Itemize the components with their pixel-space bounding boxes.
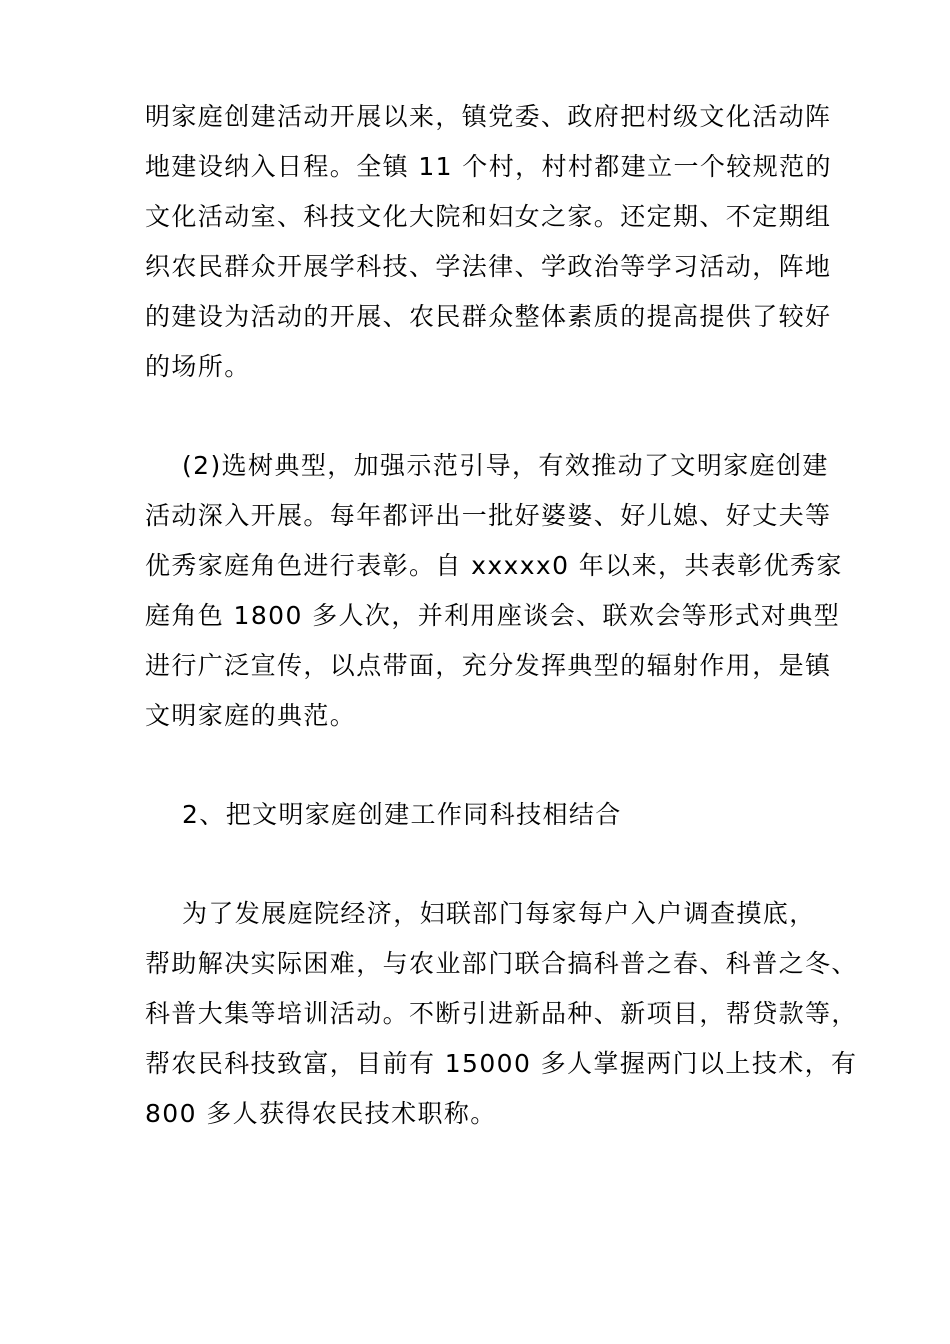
paragraph-1-line-2: 地建设纳入日程。全镇 11 个村，村村都建立一个较规范的 [145, 152, 832, 181]
paragraph-1-line-6: 的场所。 [145, 352, 251, 381]
section-heading: 2、把文明家庭创建工作同科技相结合 [182, 800, 622, 829]
paragraph-3-line-2: 帮助解决实际困难，与农业部门联合搞科普之春、科普之冬、 [145, 949, 858, 978]
paragraph-2-line-1: (2)选树典型，加强示范引导，有效推动了文明家庭创建 [182, 451, 829, 480]
paragraph-3-line-4: 帮农民科技致富，目前有 15000 多人掌握两门以上技术，有 [145, 1049, 858, 1078]
paragraph-2-line-4: 庭角色 1800 多人次，并利用座谈会、联欢会等形式对典型 [145, 601, 841, 630]
paragraph-2-line-5: 进行广泛宣传，以点带面，充分发挥典型的辐射作用，是镇 [145, 651, 832, 680]
paragraph-3-line-3: 科普大集等培训活动。不断引进新品种、新项目，帮贷款等， [145, 999, 858, 1028]
paragraph-1-line-4: 织农民群众开展学科技、学法律、学政治等学习活动，阵地 [145, 252, 832, 281]
paragraph-3-line-5: 800 多人获得农民技术职称。 [145, 1099, 497, 1128]
paragraph-3-line-1: 为了发展庭院经济，妇联部门每家每户入户调查摸底， [182, 899, 816, 928]
paragraph-1-line-3: 文化活动室、科技文化大院和妇女之家。还定期、不定期组 [145, 202, 832, 231]
paragraph-1-line-1: 明家庭创建活动开展以来，镇党委、政府把村级文化活动阵 [145, 102, 832, 131]
paragraph-1-line-5: 的建设为活动的开展、农民群众整体素质的提高提供了较好 [145, 302, 832, 331]
paragraph-2-line-2: 活动深入开展。每年都评出一批好婆婆、好儿媳、好丈夫等 [145, 501, 832, 530]
paragraph-2-line-3: 优秀家庭角色进行表彰。自 xxxxx0 年以来，共表彰优秀家 [145, 551, 843, 580]
paragraph-2-line-6: 文明家庭的典范。 [145, 701, 357, 730]
